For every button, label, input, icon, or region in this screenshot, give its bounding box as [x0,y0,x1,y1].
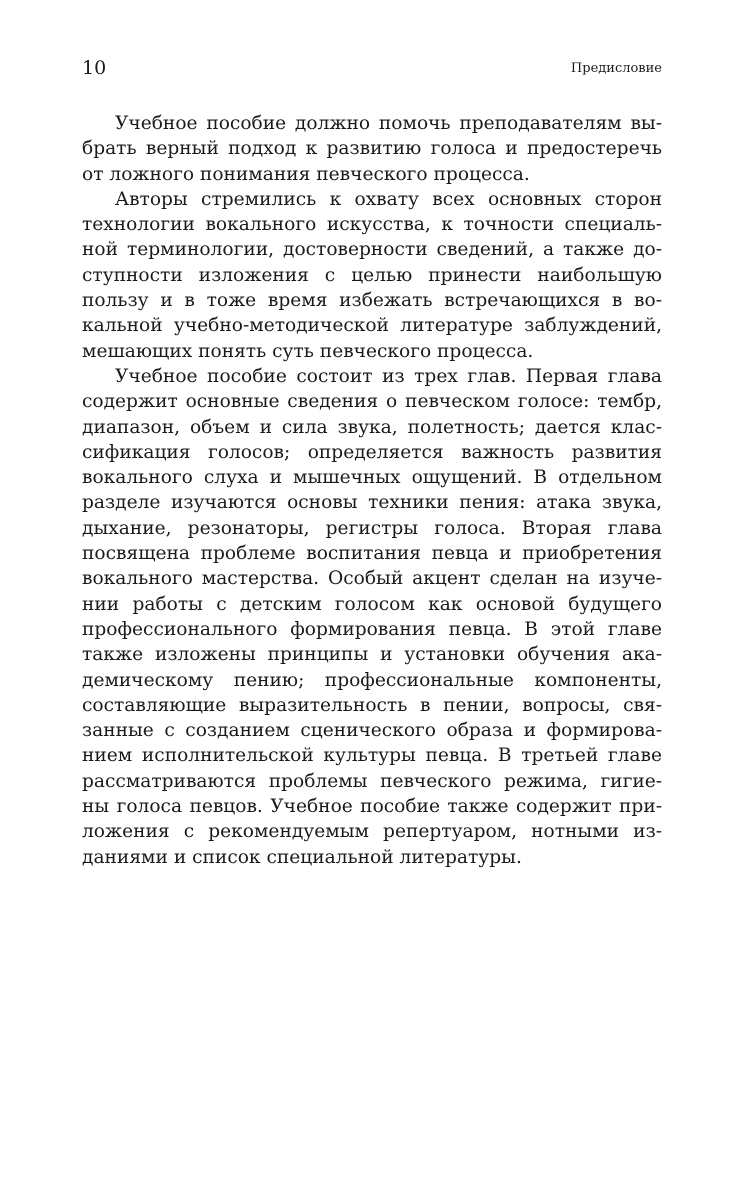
text-line: посвящена проблеме воспитания певца и приобретения [82,543,662,565]
text-line: даниями и список специальной литературы. [82,846,522,868]
text-line: сификация голосов; определяется важность развития [82,441,662,463]
section-title: Предисловие [570,61,662,76]
text-line: составляющие выразительность в пении, вопросы, свя- [82,694,662,716]
text-line: брать верный подход к развитию голоса и предостеречь [82,138,662,160]
text-line: диапазон, объем и сила звука, полетность; дается клас- [82,416,662,438]
text-line: содержит основные сведения о певческом голосе: тембр, [82,391,662,413]
paragraph-2 [82,187,662,364]
text-line: кальной учебно-методической литературе заблуждений, [82,315,662,337]
text-line: Авторы стремились к охвату всех основных сторон [115,188,662,210]
text-line: вокального мастерства. Особый акцент сделан на изуче- [82,568,662,590]
running-head [82,56,662,80]
text-line: от ложного понимания певческого процесса. [82,163,530,185]
body-text [82,111,662,870]
paragraph-3 [82,364,662,870]
paragraph-1 [82,111,662,187]
text-line: нием исполнительской культуры певца. В третьей главе [82,745,662,767]
text-line: нии работы с детским голосом как основой будущего [82,593,662,615]
page-number: 10 [82,57,107,79]
text-line: разделе изучаются основы техники пения: атака звука, [82,492,662,514]
text-line: также изложены принципы и установки обучения ака- [82,644,662,666]
text-line: ны голоса певцов. Учебное пособие также содержит при- [82,796,662,818]
text-line: ной терминологии, достоверности сведений, а также до- [82,239,662,261]
text-line: дыхание, резонаторы, регистры голоса. Вторая глава [82,517,662,539]
text-line: пользу и в тоже время избежать встречающихся в во- [82,290,662,312]
text-line: ступности изложения с целью принести наибольшую [82,264,662,286]
text-line: демическому пению; профессиональные компоненты, [82,669,662,691]
text-line: Учебное пособие должно помочь преподавателям вы- [115,113,662,134]
text-line: технологии вокального искусства, к точности специаль- [82,214,662,236]
text-line: вокального слуха и мышечных ощущений. В отдельном [82,467,662,489]
text-line: занные с созданием сценического образа и формирова- [82,720,662,742]
text-line: рассматриваются проблемы певческого режима, гигие- [82,770,662,792]
text-line: профессионального формирования певца. В этой главе [82,618,662,640]
text-line: Учебное пособие состоит из трех глав. Первая глава [115,365,662,387]
text-line: ложения с рекомендуемым репертуаром, нотными из- [82,821,662,843]
text-line: мешающих понять суть певческого процесса. [82,340,534,362]
